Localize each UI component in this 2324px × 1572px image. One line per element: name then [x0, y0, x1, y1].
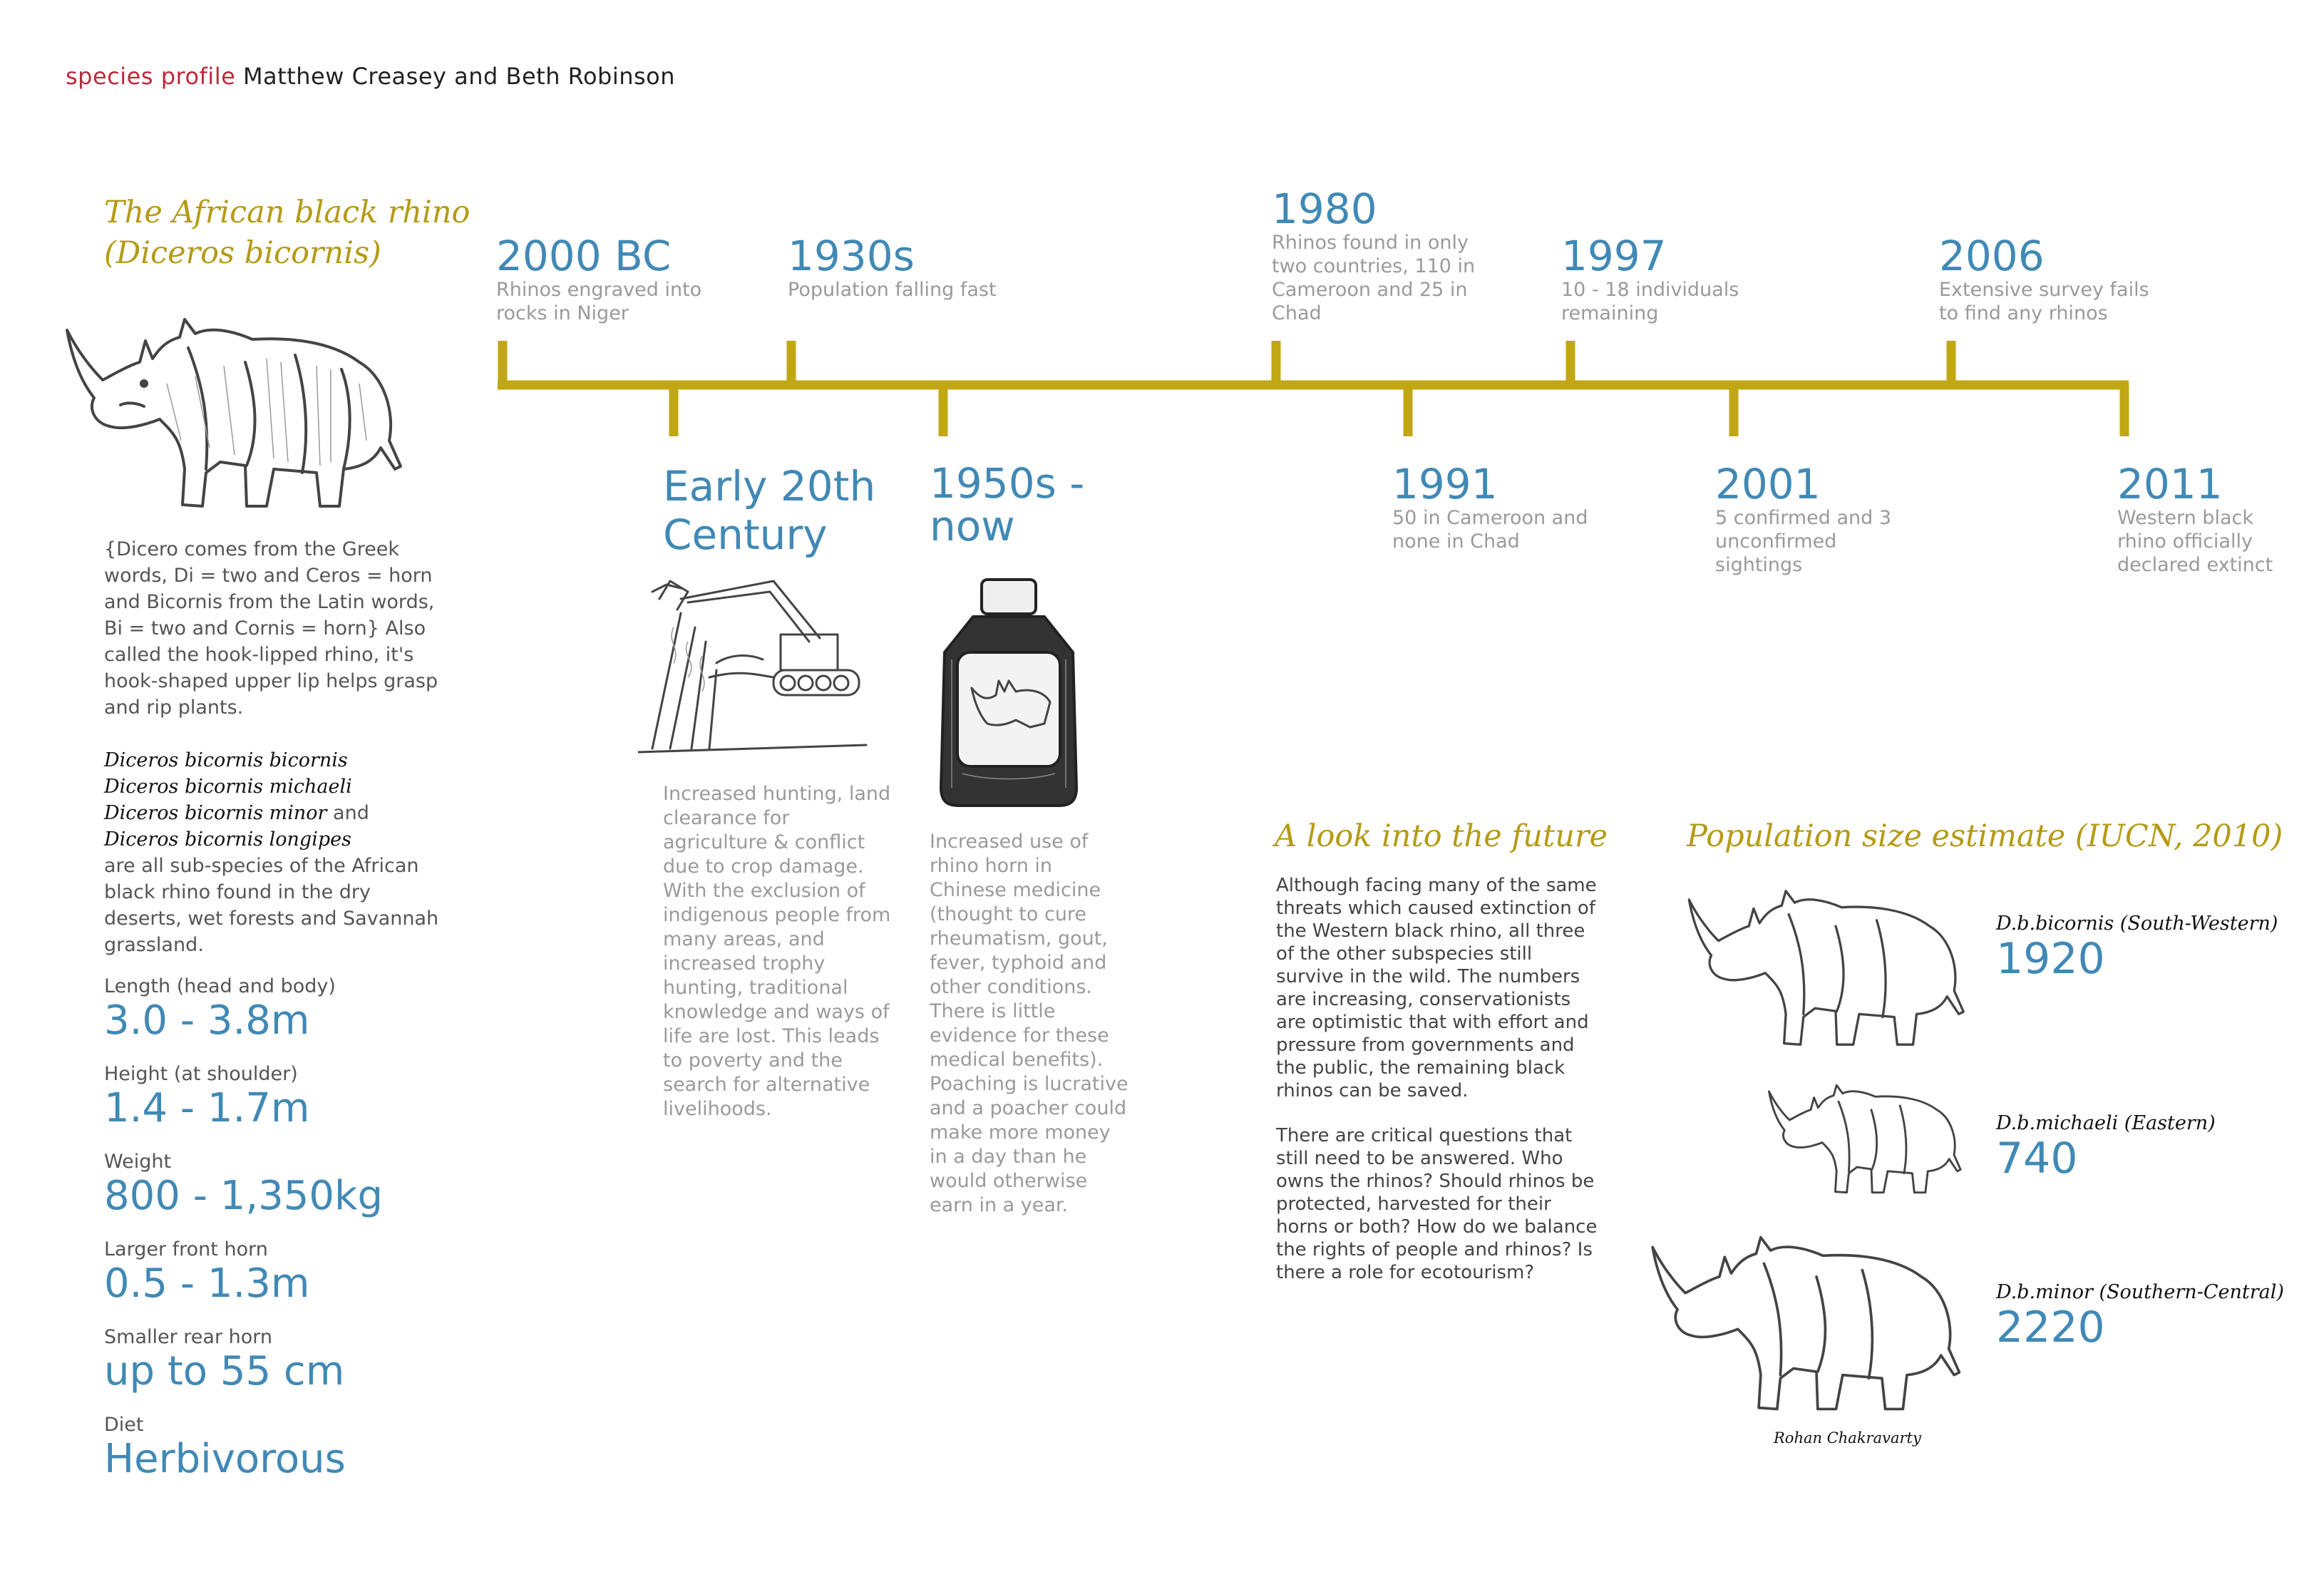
event-description: Increased use of rhino horn in Chinese medicine (thought to cure rheumatism, gout, fever, typhoid and other conditions. There is little evidence for these medical benefits). Poaching is lucrative and a poacher could make more money in a day than he would otherwise earn in a year.	[930, 831, 1128, 1216]
timeline-event	[2117, 462, 2292, 577]
future-title: A look into the future	[1275, 818, 1608, 854]
stat-value: 0.5 - 1.3m	[104, 1260, 310, 1307]
subspecies-item: Diceros bicornis longipes	[104, 828, 351, 851]
population-item	[1996, 1281, 2284, 1352]
timeline-event	[930, 459, 1143, 550]
future-paragraph: There are critical questions that still need to be answered. Who owns the rhinos? Should rhinos be protected, harvested for their horns or both? How do we balance the rights of people and rhinos? Is there a role for ecotourism?	[1276, 1125, 1598, 1283]
subspecies-and: and	[333, 802, 369, 824]
stat-value: 1.4 - 1.7m	[104, 1085, 310, 1131]
page-header	[66, 63, 675, 90]
stat-label: Height (at shoulder)	[104, 1063, 298, 1085]
rhino-illustration	[60, 298, 431, 519]
event-description: Rhinos found in only two countries, 110 in Cameroon and 25 in Chad	[1272, 232, 1476, 324]
event-year: 2006	[1939, 232, 2045, 280]
population-value: 2220	[1996, 1303, 2105, 1352]
event-year: 2011	[2117, 460, 2223, 508]
timeline-event	[663, 462, 898, 559]
title-scientific-name: (Diceros bicornis)	[104, 235, 381, 271]
future-paragraph: Although facing many of the same threats which caused extinction of the Western black rhino, all three of the other subspecies still survive in the wild. The numbers are increasing, conservationists are optimistic that with effort and pressure from governments and the public, the remaining black rhinos can be saved.	[1276, 875, 1597, 1101]
population-title: Population size estimate (IUCN, 2010)	[1687, 818, 2283, 854]
event-year: Early 20th Century	[663, 462, 876, 559]
stat-label: Diet	[104, 1414, 144, 1436]
event-year: 1991	[1392, 460, 1498, 508]
event-description: Rhinos engraved into rocks in Niger	[496, 279, 702, 324]
subspecies-name: D.b.bicornis (South-Western)	[1996, 913, 2278, 935]
timeline-event	[1272, 187, 1493, 325]
event-description: Western black rhino officially declared extinct	[2117, 507, 2273, 576]
event-description: Extensive survey fails to find any rhinos	[1939, 279, 2149, 324]
stat-label: Larger front horn	[104, 1238, 268, 1260]
timeline-event	[1392, 462, 1606, 553]
event-year: 2001	[1715, 460, 1821, 508]
event-year: 1980	[1272, 185, 1377, 233]
event-year: 1930s	[788, 232, 915, 280]
stat-label: Smaller rear horn	[104, 1326, 272, 1348]
event-year: 2000 BC	[496, 232, 672, 280]
stat-value: 800 - 1,350kg	[104, 1173, 383, 1219]
stats-list	[104, 975, 383, 1501]
population-value: 740	[1996, 1134, 2078, 1183]
stat-value: up to 55 cm	[104, 1348, 345, 1394]
excavator-illustration	[638, 570, 880, 763]
stat-label: Length (head and body)	[104, 975, 336, 997]
subspecies-item: Diceros bicornis michaeli	[104, 776, 352, 798]
subspecies-name: D.b.michaeli (Eastern)	[1996, 1112, 2216, 1134]
event-description: Increased hunting, land clearance for agriculture & conflict due to crop damage. With the exclusion of indigenous people from many areas, and increased trophy hunting, traditional knowledge and ways of life are lost. This leads to poverty and the search for alternative livelihoods.	[663, 783, 891, 1120]
subspecies-name: D.b.minor (Southern-Central)	[1996, 1281, 2284, 1303]
illustrator-credit: Rohan Chakravarty	[1774, 1429, 1921, 1447]
rhino-illustration	[1764, 1073, 1978, 1200]
subspecies-item: Diceros bicornis minor	[104, 802, 327, 824]
subspecies-description: are all sub-species of the African black rhino found in the dry deserts, wet forests and Savannah grassland.	[104, 855, 439, 956]
title-common-name: The African black rhino	[104, 195, 471, 230]
stat-label: Weight	[104, 1151, 172, 1173]
section-kicker: species profile	[66, 63, 236, 90]
stat-value: Herbivorous	[104, 1436, 346, 1482]
intro-text: {Dicero comes from the Greek words, Di = two and Ceros = horn and Bicornis from the Latin words, Bi = two and Cornis = horn} Also called the hook-lipped rhino, it's hook-shaped upper lip helps grasp and rip plants.	[104, 538, 438, 719]
timeline-event	[788, 234, 1016, 302]
timeline-event	[496, 234, 724, 325]
event-year: 1950s - now	[930, 459, 1085, 550]
profile-title	[104, 192, 470, 274]
authors: Matthew Creasey and Beth Robinson	[242, 63, 676, 90]
event-year: 1997	[1561, 232, 1667, 280]
population-value: 1920	[1996, 934, 2105, 984]
population-item	[1996, 913, 2278, 983]
timeline-event	[1939, 234, 2167, 325]
subspecies-block	[104, 747, 439, 958]
rhino-illustration	[1682, 873, 1989, 1055]
rhino-illustration	[1645, 1218, 1988, 1421]
event-description: 10 - 18 individuals remaining	[1561, 279, 1739, 324]
timeline-event	[1715, 462, 1901, 577]
population-item	[1996, 1112, 2216, 1183]
subspecies-item: Diceros bicornis bicornis	[104, 749, 348, 771]
timeline-axis	[492, 335, 2146, 442]
medicine-bottle-illustration	[930, 574, 1087, 809]
timeline-event	[1561, 234, 1789, 325]
event-description: 5 confirmed and 3 unconfirmed sightings	[1715, 507, 1892, 576]
event-description: Population falling fast	[788, 279, 997, 301]
stat-value: 3.0 - 3.8m	[104, 997, 310, 1044]
event-description: 50 in Cameroon and none in Chad	[1392, 507, 1588, 553]
